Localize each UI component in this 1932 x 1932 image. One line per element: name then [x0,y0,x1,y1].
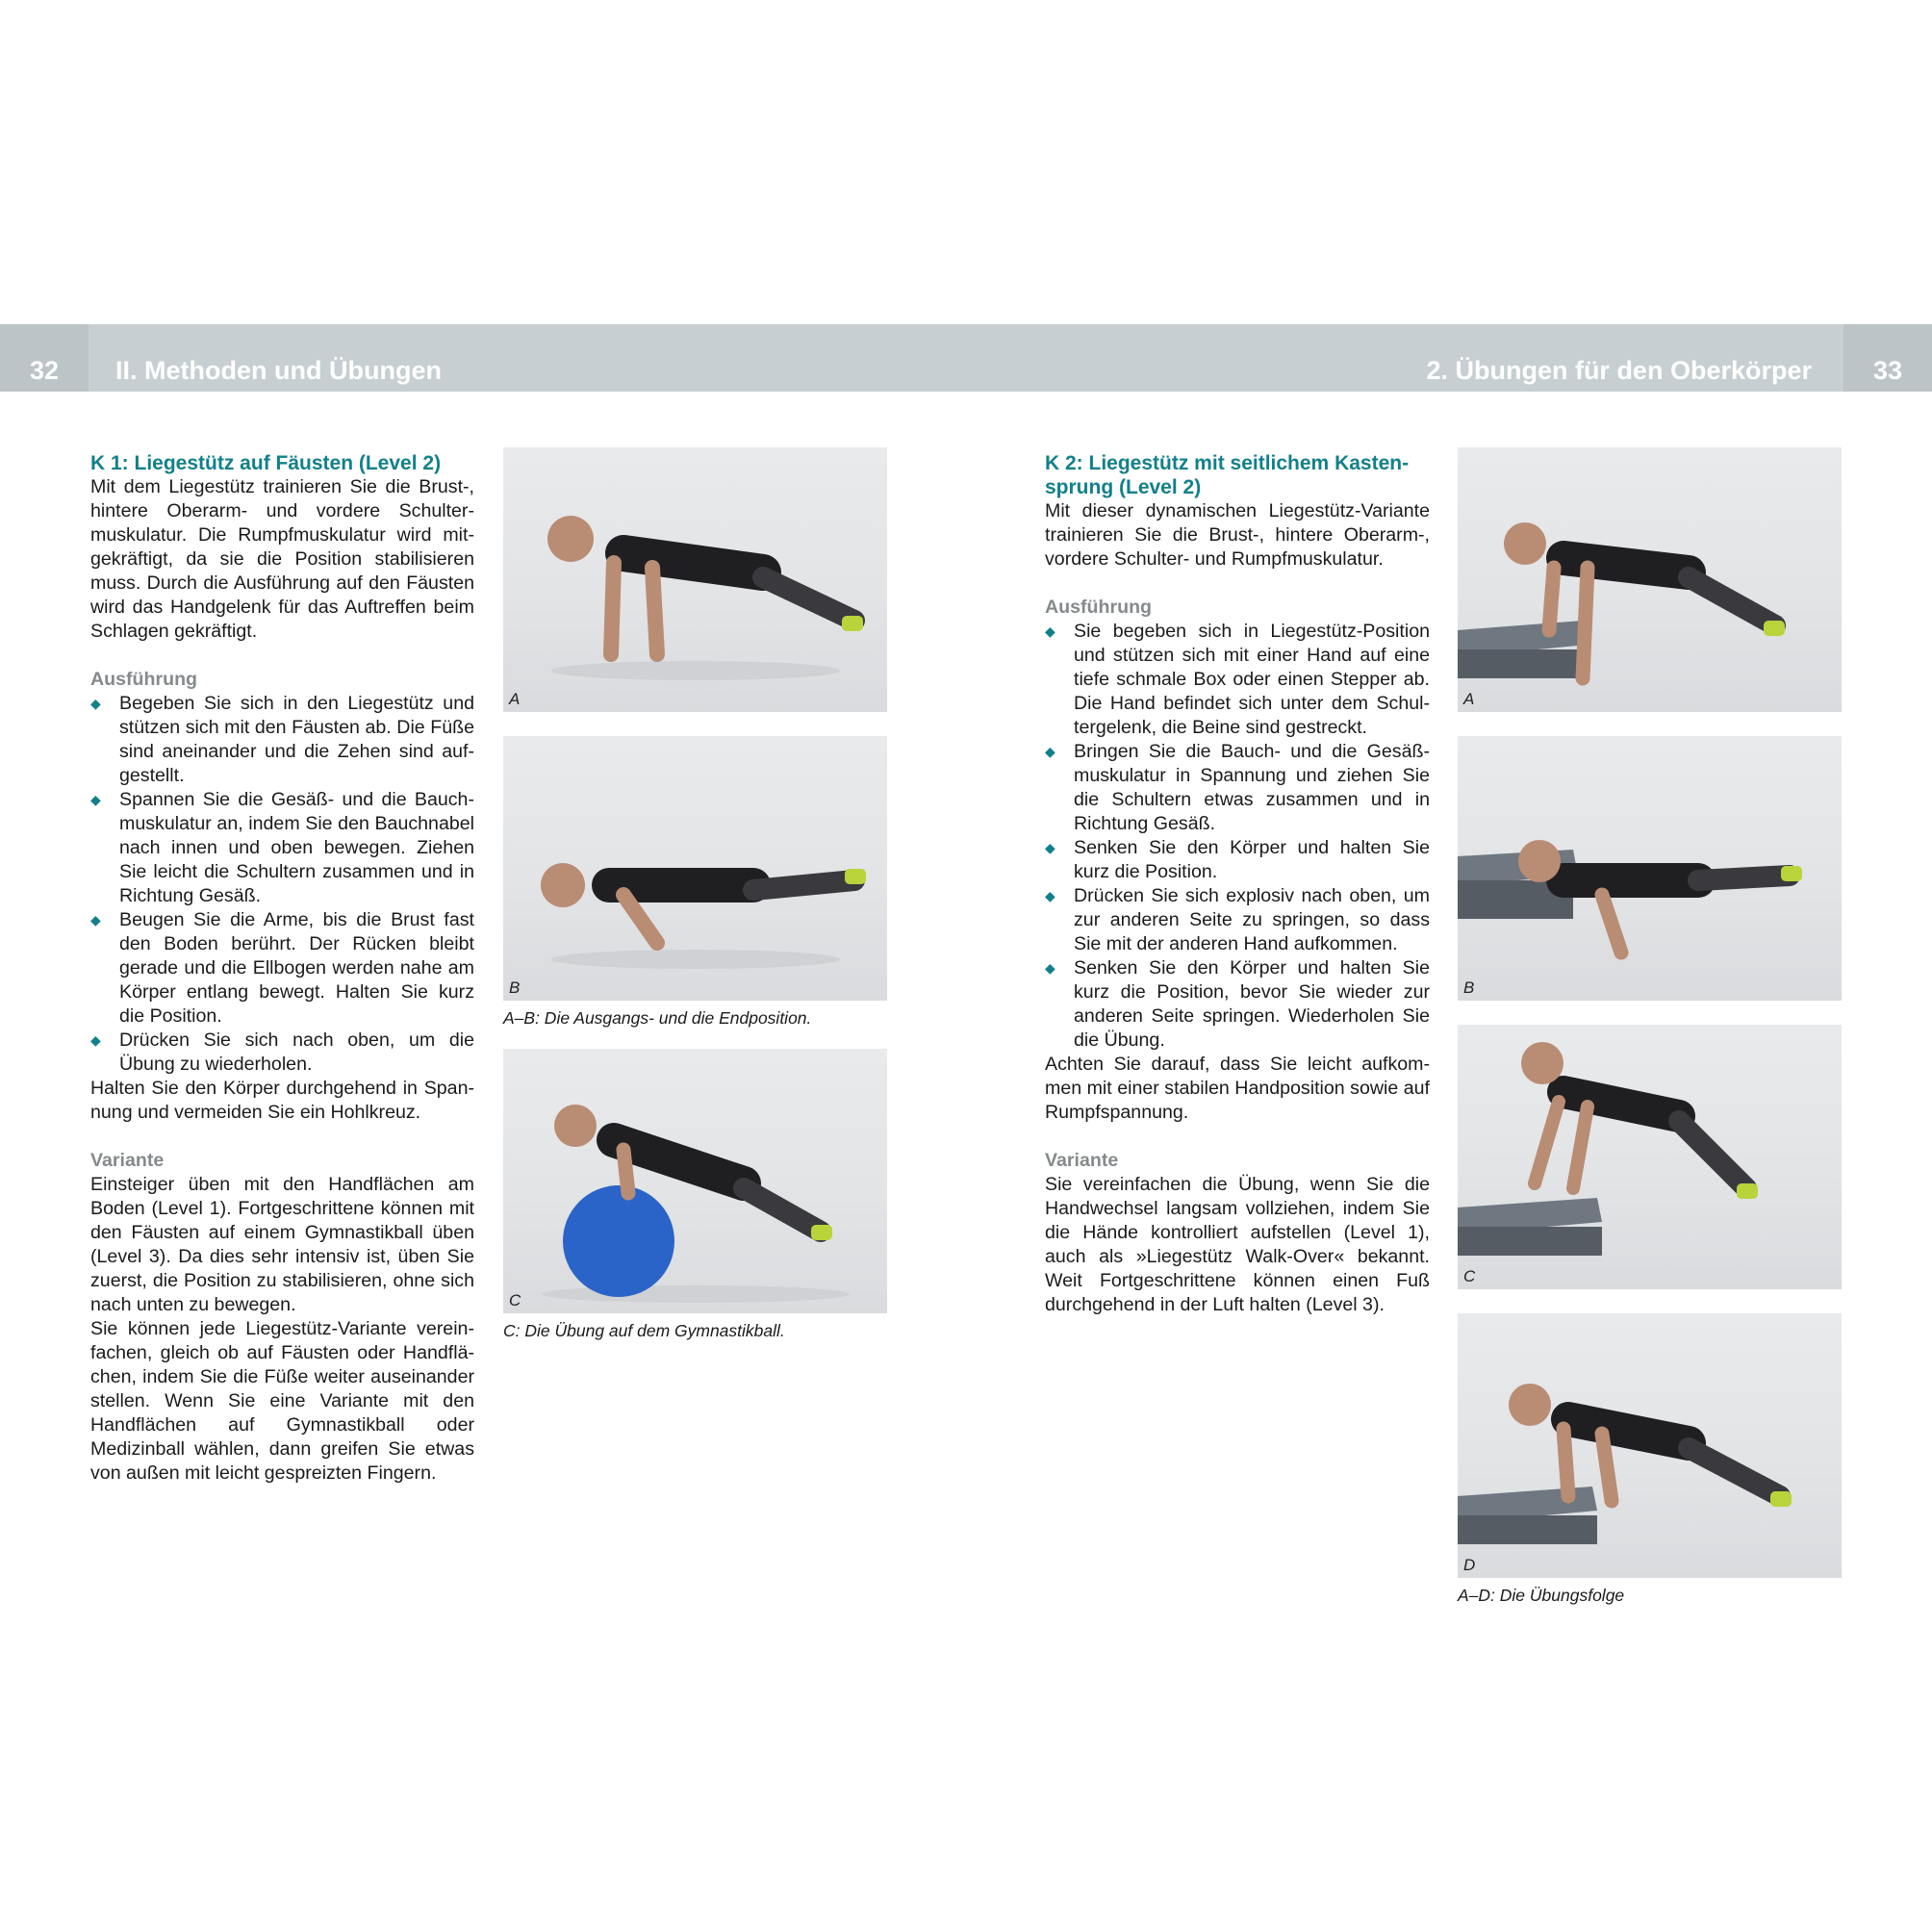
pushup-figure-icon [503,447,887,712]
k2-photo-b [1458,736,1842,1001]
photo-label: A [1463,690,1475,708]
pushup-stepper-figure-icon [1458,447,1842,712]
diamond-bullet-icon: ◆ [90,912,101,928]
diamond-bullet-icon: ◆ [1045,840,1055,855]
pushup-stepper-figure-icon [1458,736,1842,1001]
diamond-bullet-icon: ◆ [90,792,101,807]
diamond-bullet-icon: ◆ [90,1032,101,1048]
k1-variant-text-2: Sie können jede Liegestütz-Variante vereinfachen, gleich ob auf Fäusten oder Handflächen, indem Sie die Füße weiter auseinander stellen. Wenn Sie eine Variante mit den Handflächen auf Gymnastikball oder Medizinball wählen, dann greifen Sie etwas von außen mit leicht gespreizten Fingern. [90,1318,474,1484]
pushup-stepper-figure-icon [1458,1313,1842,1578]
k2-intro: Mit dieser dynamischen Liegestütz-Variante trainieren Sie die Brust-, hintere Oberarm-, vordere Schulter- und Rumpfmuskulatur. [1045,500,1430,570]
pushup-ball-figure-icon [503,1049,887,1313]
k2-photo-c [1458,1025,1842,1289]
pushup-figure-icon [503,736,887,1001]
list-item: ◆ Drücken Sie sich explosiv nach oben, um zur anderen Seite zu springen, so dass Sie mit der anderen Hand aufkommen. [1045,885,1430,954]
diamond-bullet-icon: ◆ [1045,960,1055,976]
list-item: ◆ Spannen Sie die Gesäß- und die Bauchmuskulatur an, indem Sie den Bauchnabel nach innen und oben bewegen. Ziehen Sie leicht die Schultern zusammen und in Richtung Gesäß. [90,789,474,906]
k2-outro: Achten Sie darauf, dass Sie leicht aufkommen mit einer stabilen Handposition sowie auf Rumpfspannung. [1045,1054,1430,1123]
section-title-right: 2. Übungen für den Oberkörper [1426,356,1812,385]
photo-label: C [509,1291,521,1309]
photo-label: B [509,979,521,997]
k1-caption-ab: A–B: Die Ausgangs- und die Endposition. [503,1008,812,1028]
diamond-bullet-icon: ◆ [90,696,101,711]
list-item: ◆ Senken Sie den Körper und halten Sie kurz die Position, bevor Sie wieder zur anderen Seite springen. Wiederholen Sie die Übung. [1045,957,1430,1051]
list-item: ◆ Beugen Sie die Arme, bis die Brust fast den Boden berührt. Der Rücken bleibt gerade und die Ellbogen werden nahe am Körper entlang bewegt. Halten Sie kurz die Position. [90,909,474,1027]
k1-execution-heading: Ausführung [90,669,198,690]
header-band [0,324,1932,392]
k1-photo-b [503,736,887,1001]
pushup-jump-figure-icon [1458,1025,1842,1289]
list-item: ◆ Sie begeben sich in Liegestütz-Position und stützen sich mit einer Hand auf eine tiefe schmale Box oder einen Stepper ab. Die Hand befindet sich unter dem Schultergelenk, die Beine sind gestreckt. [1045,621,1430,738]
page-number-right: 33 [1843,324,1932,392]
k1-photo-a [503,447,887,712]
k2-execution-heading: Ausführung [1045,597,1153,618]
k1-title: K 1: Liegestütz auf Fäusten (Level 2) [90,452,442,474]
k1-outro: Halten Sie den Körper durchgehend in Spannung und vermeiden Sie ein Hohlkreuz. [90,1078,474,1123]
k2-photo-a [1458,447,1842,712]
k1-intro: Mit dem Liegestütz trainieren Sie die Brust-, hintere Oberarm- und vordere Schultermuskulatur. Die Rumpfmuskulatur wird mitgekräftigt, da sie die Position stabilisieren muss. Durch die Ausführung auf den Fäusten wird das Handgelenk für das Auftreffen beim Schlagen gekräftigt. [90,476,474,642]
list-item: ◆ Bringen Sie die Bauch- und die Gesäßmuskulatur in Spannung und ziehen Sie die Schultern etwas zusammen und in Richtung Gesäß. [1045,741,1430,834]
k2-variant-heading: Variante [1045,1150,1119,1171]
list-item: ◆ Begeben Sie sich in den Liegestütz und stützen sich mit den Fäusten ab. Die Füße sind aneinander und die Zehen sind aufgestellt. [90,693,474,786]
page-number-left: 32 [0,324,89,392]
k2-photo-d [1458,1313,1842,1578]
diamond-bullet-icon: ◆ [1045,744,1055,759]
k2-caption: A–D: Die Übungsfolge [1458,1586,1625,1605]
k1-variant-text-1: Einsteiger üben mit den Handflächen am Boden (Level 1). Fortgeschrittene können mit den Fäusten auf einem Gymnastikball üben (Level 3). Da dies sehr intensiv ist, üben Sie zuerst, die Position zu stabilisieren, ohne sich nach unten zu bewegen. [90,1174,474,1315]
k2-title: K 2: Liegestütz mit seitlichem Kastensprung (Level 2) [1045,452,1410,498]
diamond-bullet-icon: ◆ [1045,623,1055,639]
photo-label: C [1463,1267,1476,1285]
section-title-left: II. Methoden und Übungen [115,356,442,385]
list-item: ◆ Drücken Sie sich nach oben, um die Übung zu wiederholen. [90,1030,474,1075]
k2-steps-list [1045,620,1430,1053]
k2-text-column [1045,451,1430,1317]
photo-label: A [509,690,521,708]
k1-variant-heading: Variante [90,1150,165,1171]
k1-steps-list [90,692,474,1077]
list-item: ◆ Senken Sie den Körper und halten Sie kurz die Position. [1045,837,1430,882]
k1-photo-c [503,1049,887,1313]
k1-caption-c: C: Die Übung auf dem Gymnastikball. [503,1321,785,1340]
k1-text-column [90,451,474,1486]
diamond-bullet-icon: ◆ [1045,888,1055,903]
photo-label: B [1463,979,1475,997]
photo-label: D [1463,1556,1476,1574]
k2-variant-text-1: Sie vereinfachen die Übung, wenn Sie die Handwechsel langsam vollziehen, indem Sie die Hände kontrolliert aufstellen (Level 1), auch als »Liegestütz Walk-Over« bekannt. Weit Fortgeschrittene können einen Fuß durchgehend in der Luft halten (Level 3). [1045,1174,1430,1315]
